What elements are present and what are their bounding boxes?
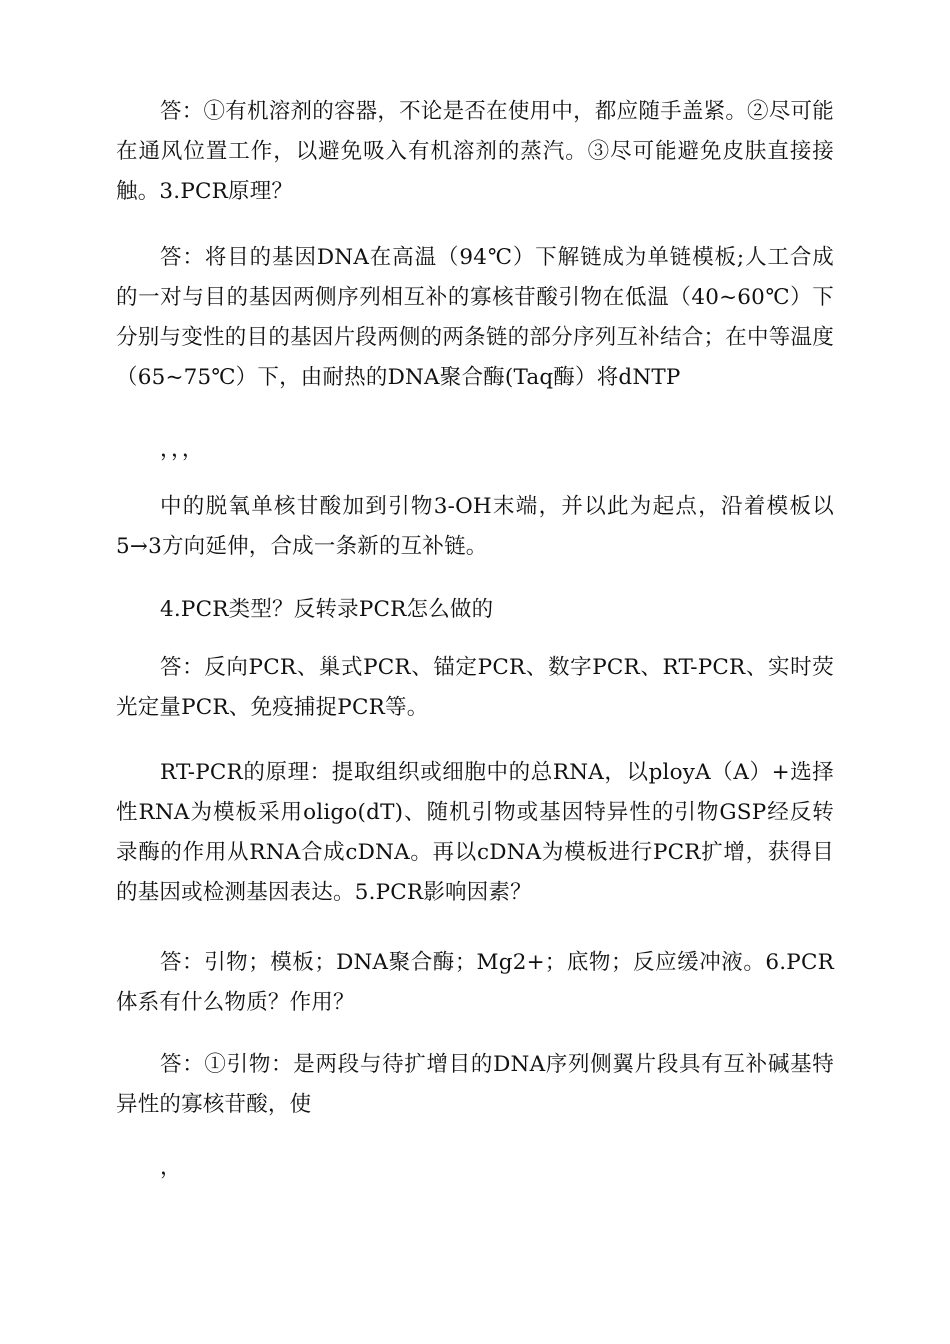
paragraph-pcr-principle: 答：将目的基因DNA在高温（94℃）下解链成为单链模板;人工合成的一对与目的基因两侧序列相互补的寡核苷酸引物在低温（40~60℃）下分别与变性的目的基因片段两侧的两条链的部分序列互补结合；在中等温度（65~75℃）下，由耐热的DNA聚合酶(Taq酶）将dNTP (116, 245, 834, 390)
paragraph-pcr-factors: 答：引物；模板；DNA聚合酶；Mg2+；底物；反应缓冲液。6.PCR体系有什么物质？作用？ (116, 950, 834, 1015)
paragraph-safety-answer: 答：①有机溶剂的容器，不论是否在使用中，都应随手盖紧。②尽可能在通风位置工作，以避免吸入有机溶剂的蒸汽。③尽可能避免皮肤直接接触。3.PCR原理？ (116, 99, 834, 204)
paragraph-pcr-types-answer: 答：反向PCR、巢式PCR、锚定PCR、数字PCR、RT-PCR、实时荧光定量PCR、免疫捕捉PCR等。 (116, 655, 834, 720)
paragraph-extension: 中的脱氧单核甘酸加到引物3-OH末端，并以此为起点，沿着模板以5→3方向延伸，合成一条新的互补链。 (116, 494, 834, 559)
paragraph-pcr-types-question: 4.PCR类型？反转录PCR怎么做的 (160, 597, 494, 622)
paragraph-rt-pcr: RT-PCR的原理：提取组织或细胞中的总RNA，以ployA（A）+选择性RNA为模板采用oligo(dT)、随机引物或基因特异性的引物GSP经反转录酶的作用从RNA合成cDNA。再以cDNA为模板进行PCR扩增，获得目的基因或检测基因表达。5.PCR影响因素？ (116, 760, 834, 905)
paragraph-trailing-comma: ， (160, 1155, 182, 1180)
paragraph-primer: 答：①引物：是两段与待扩增目的DNA序列侧翼片段具有互补碱基特异性的寡核苷酸，使 (116, 1052, 834, 1117)
paragraph-commas: ，，， (160, 437, 204, 462)
